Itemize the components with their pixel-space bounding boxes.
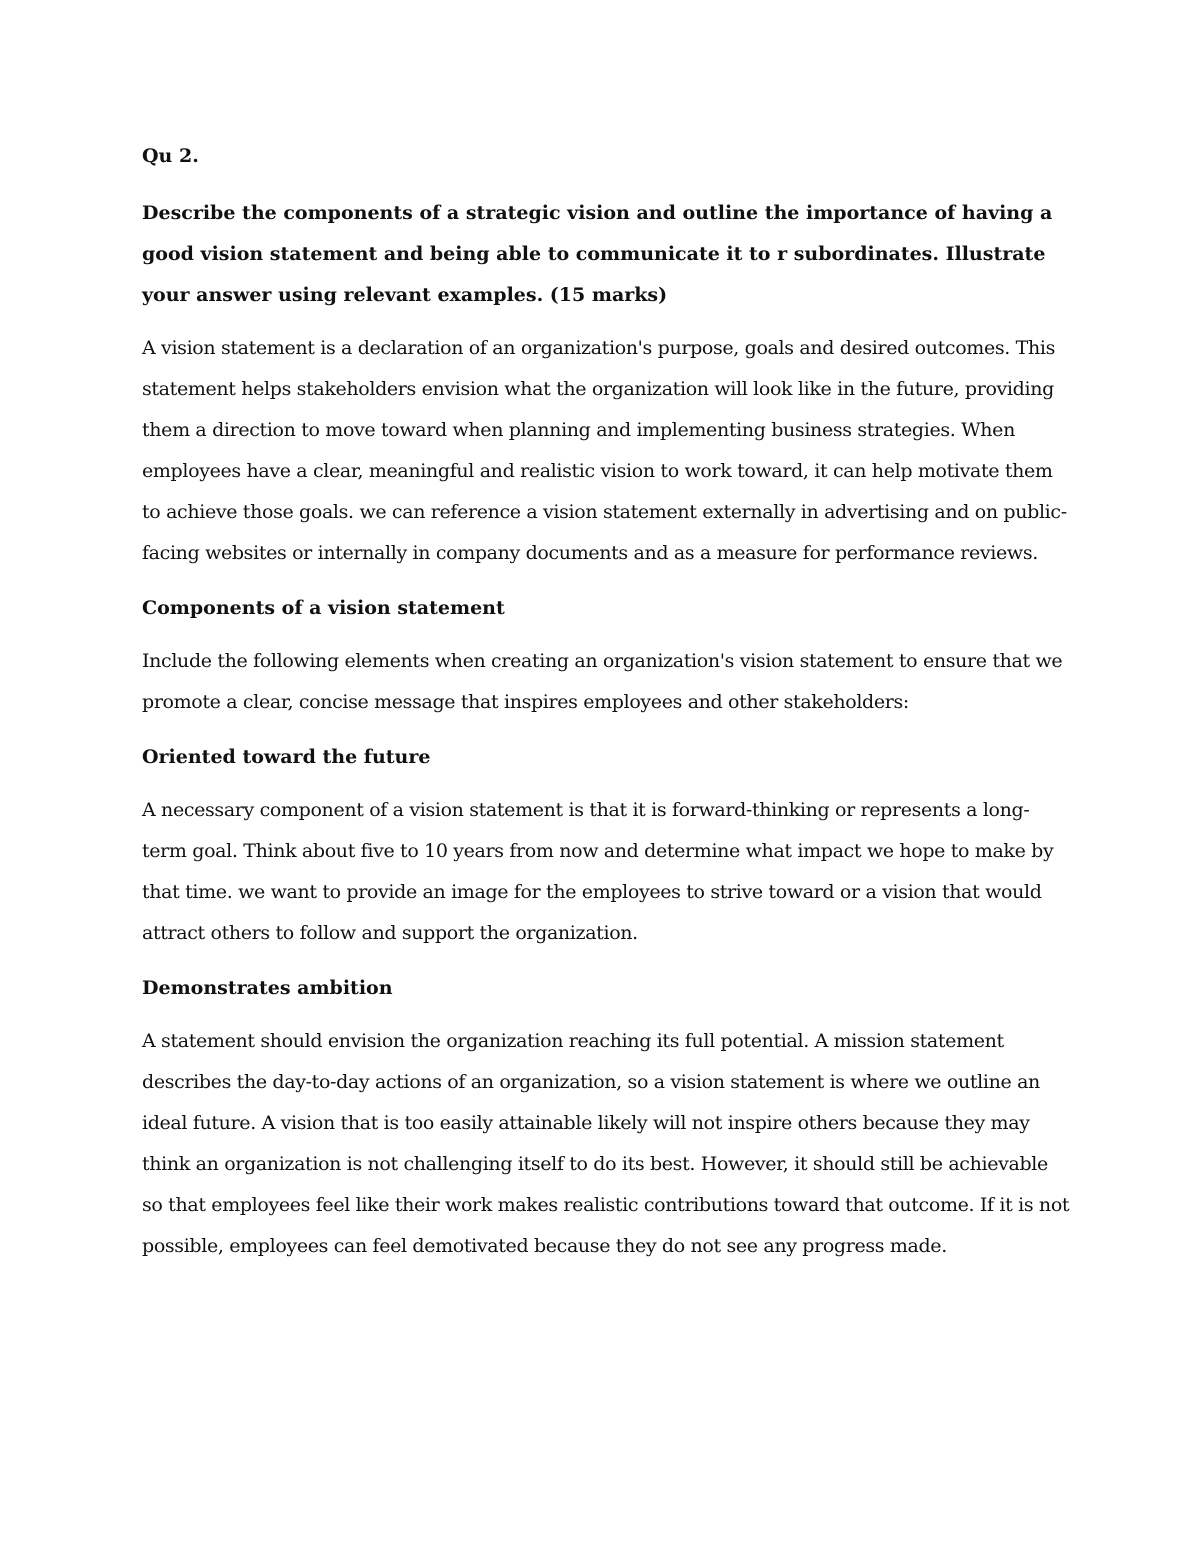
section-heading-components: Components of a vision statement [142,597,505,619]
question-label: Qu 2. [142,145,199,167]
section-body-future: A necessary component of a vision statement is that it is forward-thinking or represents a long-term goal. Think about five to 10 years from now and determine what impact we hope to make by that time. we want to provide an image for the employees to strive toward or a vision that would attract others to follow and support the organization. [142,799,1054,944]
section-heading-ambition: Demonstrates ambition [142,977,393,999]
document-content [142,139,1072,1284]
section-heading-future: Oriented toward the future [142,746,431,768]
section-body-ambition: A statement should envision the organization reaching its full potential. A mission statement describes the day-to-day actions of an organization, so a vision statement is where we outline an ideal future. A vision that is too easily attainable likely will not inspire others because they may think an organization is not challenging itself to do its best. However, it should still be achievable so that employees feel like their work makes realistic contributions toward that outcome. If it is not possible, employees can feel demotivated because they do not see any progress made. [142,1030,1070,1257]
question-text: Describe the components of a strategic vision and outline the importance of having a good vision statement and being able to communicate it to r subordinates. Illustrate your answer using relevant examples. (15 marks) [142,202,1053,306]
intro-paragraph: A vision statement is a declaration of an organization's purpose, goals and desired outcomes. This statement helps stakeholders envision what the organization will look like in the future, providing them a direction to move toward when planning and implementing business strategies. When employees have a clear, meaningful and realistic vision to work toward, it can help motivate them to achieve those goals. we can reference a vision statement externally in advertising and on public-facing websites or internally in company documents and as a measure for performance reviews. [142,337,1067,564]
section-body-components: Include the following elements when creating an organization's vision statement to ensure that we promote a clear, concise message that inspires employees and other stakeholders: [142,650,1063,713]
